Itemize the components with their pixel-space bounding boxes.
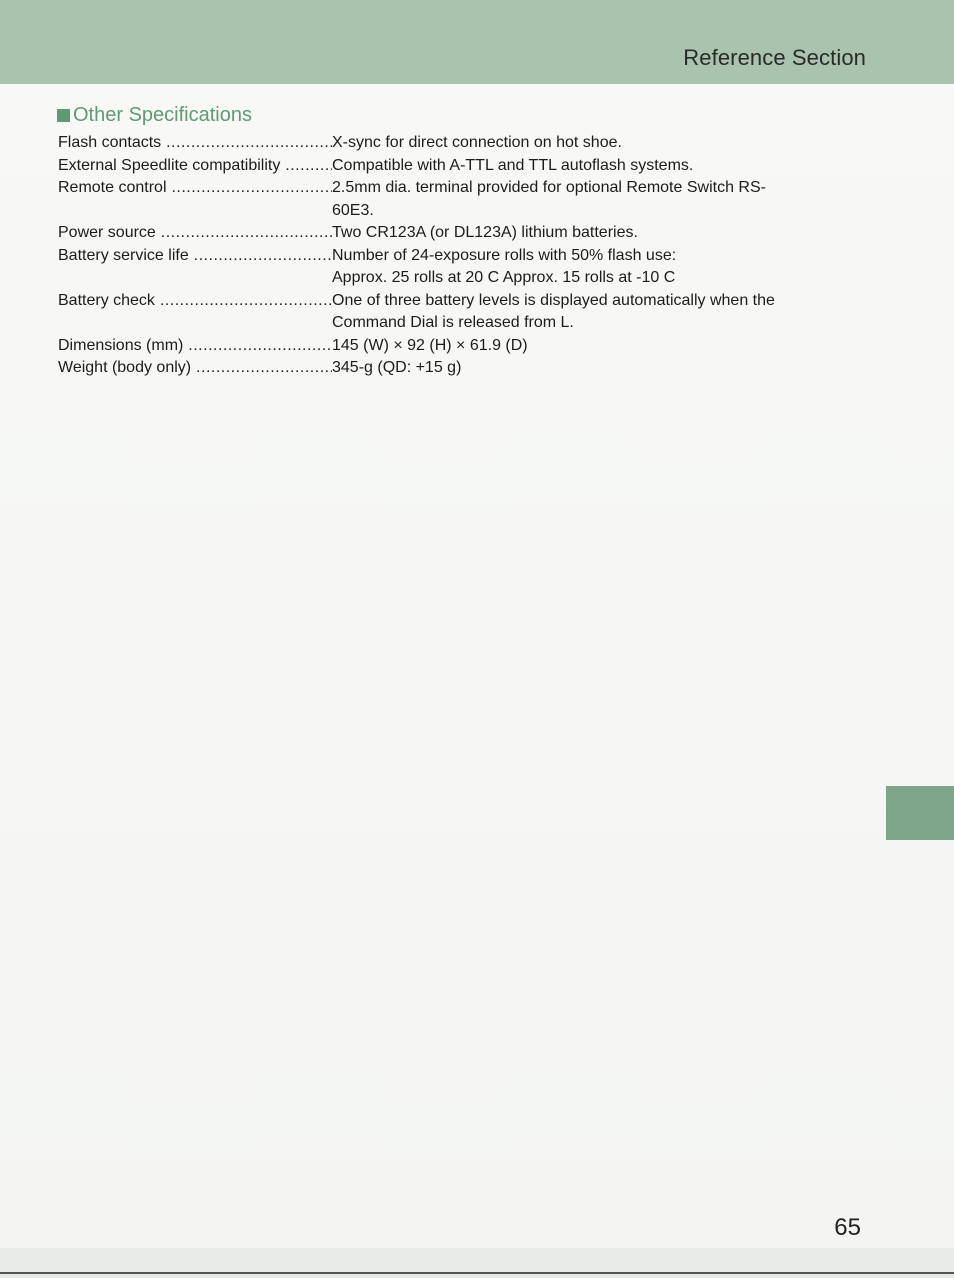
spec-label: Battery check ..... (58, 290, 332, 313)
spec-value-line: Compatible with A-TTL and TTL autoflash systems. (332, 156, 694, 174)
spec-row (58, 357, 858, 380)
spec-value (332, 335, 858, 358)
page-number: 65 (834, 1214, 861, 1241)
spec-row (58, 132, 858, 155)
spec-value (332, 177, 858, 222)
spec-label: Battery service life ..... (58, 245, 332, 268)
spec-label: Dimensions (mm) ..... (58, 335, 332, 358)
square-bullet-icon (57, 109, 70, 122)
spec-value (332, 155, 858, 178)
spec-value-line: Command Dial is released from L. (332, 314, 574, 331)
spec-label: External Speedlite compatibility ..... (58, 155, 332, 178)
spec-value (332, 245, 858, 290)
header-title: Reference Section (683, 45, 866, 70)
spec-value-line: One of three battery levels is displayed automatically when the (332, 291, 775, 309)
spec-row (58, 177, 858, 222)
header-band (0, 0, 954, 84)
section-heading (57, 104, 252, 127)
section-heading-text: Other Specifications (73, 104, 252, 126)
spec-value-line: Number of 24-exposure rolls with 50% flash use: (332, 246, 677, 264)
spec-row (58, 155, 858, 178)
spec-value-line: X-sync for direct connection on hot shoe. (332, 134, 622, 151)
spec-value (332, 290, 858, 335)
spec-list (58, 132, 858, 380)
spec-row (58, 335, 858, 358)
spec-value-line: Two CR123A (or DL123A) lithium batteries. (332, 224, 638, 241)
spec-label: Weight (body only) ..... (58, 357, 332, 380)
spec-value (332, 132, 858, 155)
spec-value-line: 2.5mm dia. terminal provided for optional Remote Switch RS- (332, 179, 766, 196)
spec-row (58, 222, 858, 245)
spec-row (58, 245, 858, 290)
spec-label: Flash contacts ..... (58, 132, 332, 155)
spec-row (58, 290, 858, 335)
spec-value-line: Approx. 25 rolls at 20 C Approx. 15 rolls at -10 C (332, 269, 676, 286)
spec-label: Power source ..... (58, 222, 332, 245)
spec-label: Remote control ..... (58, 177, 332, 200)
spec-value-line: 345-g (QD: +15 g) (332, 359, 462, 376)
spec-value-line: 60E3. (332, 201, 374, 219)
bottom-rule (0, 1272, 954, 1274)
spec-value (332, 357, 858, 380)
section-side-tab (886, 786, 954, 840)
spec-value (332, 222, 858, 245)
spec-value-line: 145 (W) × 92 (H) × 61.9 (D) (332, 336, 528, 354)
